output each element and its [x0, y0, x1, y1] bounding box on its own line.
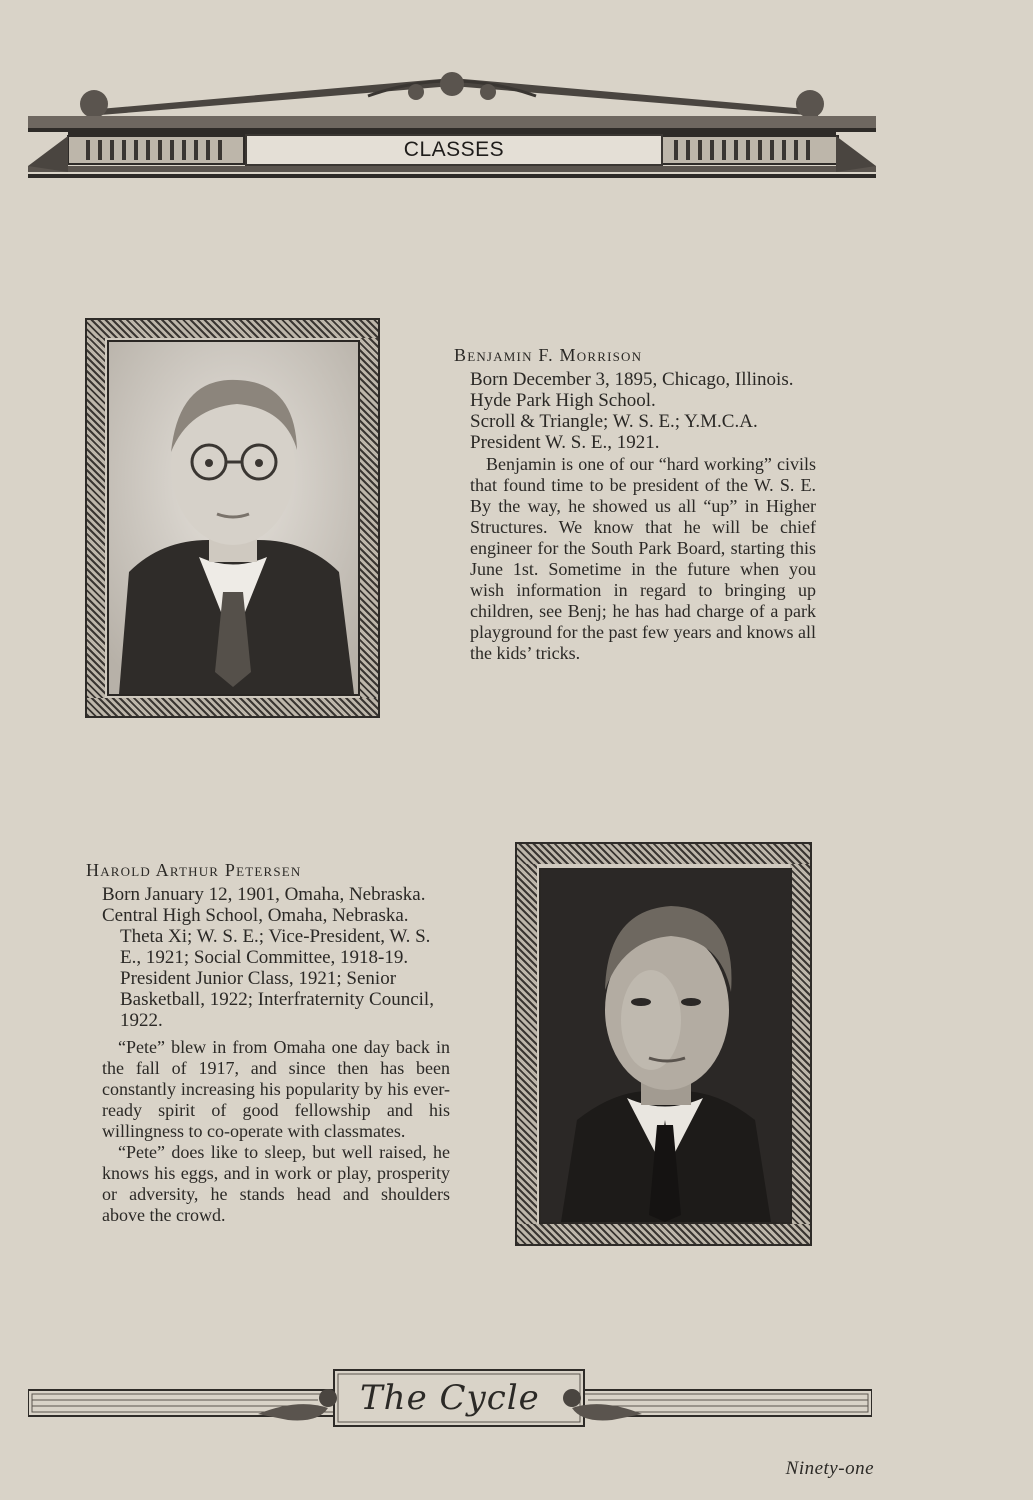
portrait-photo-petersen	[539, 868, 792, 1224]
section-title: CLASSES	[245, 134, 663, 166]
portrait-frame-petersen	[515, 842, 812, 1246]
fact-line: Born December 3, 1895, Chicago, Illinois.	[470, 369, 794, 390]
page-number: Ninety-one	[785, 1458, 874, 1479]
fact-line: Scroll & Triangle; W. S. E.; Y.M.C.A.	[470, 411, 758, 432]
ornamental-pediment-icon	[28, 66, 876, 186]
fact-list	[470, 369, 816, 453]
portrait-photo-morrison	[107, 340, 360, 696]
fact-line: Hyde Park High School.	[470, 390, 656, 411]
bio-paragraph: “Pete” blew in from Omaha one day back in the fall of 1917, and since then has been constantly increasing his popularity by his ever-ready spirit of good fellowship and his willingness to co-operate with classmates.	[102, 1037, 450, 1141]
fact-line: Born January 12, 1901, Omaha, Nebraska.	[102, 884, 426, 905]
bio-paragraph: “Pete” does like to sleep, but well raised, he knows his eggs, and in work or play, prosperity or adversity, he stands head and shoulders above the crowd.	[102, 1142, 450, 1225]
bio-petersen	[86, 860, 450, 1226]
footer-title: The Cycle	[360, 1378, 540, 1418]
person-name: Harold Arthur Petersen	[86, 860, 302, 880]
bio-paragraph: Benjamin is one of our “hard working” civils that found time to be president of the W. S. E. By the way, he showed us all “up” in Higher Structures. We know that he will be chief engineer for the South Park Board, starting this June 1st. Sometime in the future when you wish information in regard to bringing up children, see Benj; he has had charge of a park playground for the past few years and knows all the kids’ tricks.	[470, 454, 816, 663]
person-name: Benjamin F. Morrison	[454, 345, 643, 365]
fact-line: President W. S. E., 1921.	[470, 432, 660, 453]
header-banner	[28, 66, 876, 186]
fact-line: President Junior Class, 1921; Senior Basketball, 1922; Interfraternity Council, 1922.	[120, 968, 434, 1031]
bio-morrison	[454, 345, 816, 664]
portrait-frame-morrison	[85, 318, 380, 718]
fact-line: Central High School, Omaha, Nebraska.	[102, 905, 409, 926]
fact-line: Theta Xi; W. S. E.; Vice-President, W. S. E., 1921; Social Committee, 1918-19.	[120, 926, 431, 968]
fact-list	[102, 884, 450, 1031]
